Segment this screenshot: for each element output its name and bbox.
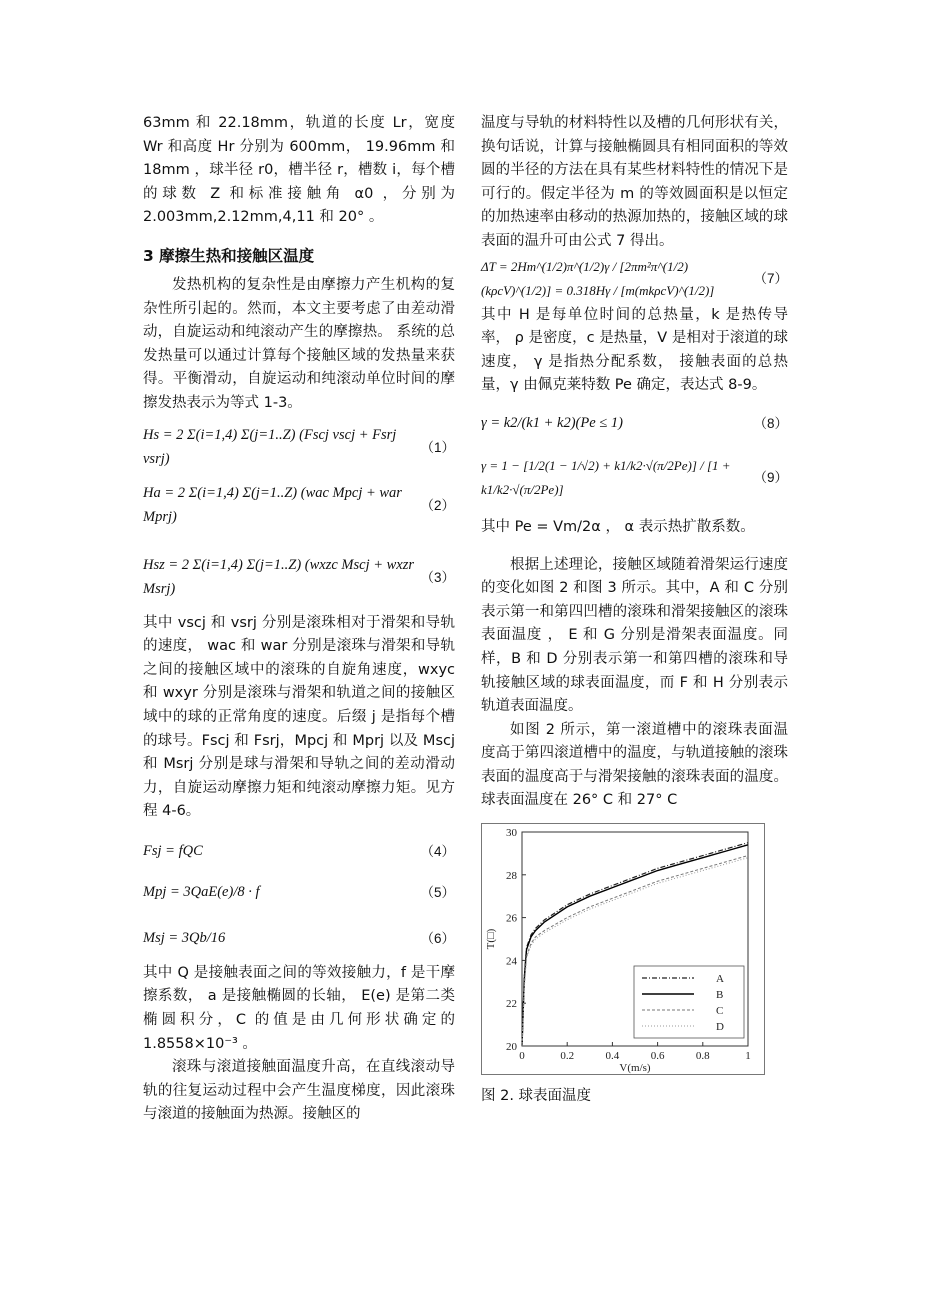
equation-9 (481, 452, 788, 504)
equation-8 (481, 404, 788, 444)
equation-7-body: ΔT = 2Hm^(1/2)π^(1/2)γ / [2πm²π^(1/2)(kρcV)^(1/2)] = 0.318Hγ / [m(mkρcV)^(1/2)] (481, 258, 715, 298)
paragraph-peclet: 其中 Pe = Vm/2α ， α 表示热扩散系数。 (481, 518, 755, 535)
equation-1 (143, 426, 455, 470)
legend-box (634, 966, 744, 1038)
paragraph-heat-variables: 其中 H 是每单位时间的总热量，k 是热传导率， ρ 是密度，c 是热量，V 是相对于滚道的球速度， γ 是指热分配系数， 接触表面的总热量，γ 由佩克莱特数 Pe 确定，表达式 8-9。 (481, 306, 788, 394)
section-heading: 3 摩擦生热和接触区温度 (143, 246, 315, 265)
y-tick-label: 24 (506, 955, 517, 968)
y-axis-label: T(□) (485, 928, 497, 950)
x-tick-label: 0.2 (560, 1050, 575, 1063)
equation-5-number: （5） (420, 885, 455, 901)
y-tick-label: 20 (506, 1041, 517, 1054)
paragraph-materials: 63mm 和 22.18mm，轨道的长度 Lr，宽度 Wr 和高度 Hr 分别为 600mm， 19.96mm 和 18mm ，球半径 r0，槽半径 r，槽数 i，每个槽的球数 Z 和标准接触角 α0 ，分别为 2.003mm,2.12mm,4,11 和 20° 。 (143, 115, 455, 226)
equation-9-body: γ = 1 − [1/2(1 − 1/√2) + k1/k2·√(π/2Pe)] / [1 + k1/k2·√(π/2Pe)] (481, 458, 731, 497)
right-column (481, 112, 788, 1109)
x-tick-label: 1 (745, 1050, 751, 1063)
paragraph-temperature-rise: 滚珠与滚道接触面温度升高，在直线滚动导轨的往复运动过程中会产生温度梯度，因此滚珠与滚道的接触面为热源。接触区的 (143, 1059, 455, 1123)
y-tick-label: 28 (506, 869, 517, 882)
equation-2-number: （2） (420, 497, 455, 513)
equation-9-number: （9） (753, 470, 788, 486)
left-column (143, 112, 455, 1127)
x-tick-label: 0.8 (695, 1050, 710, 1063)
x-tick-label: 0 (519, 1050, 525, 1063)
equation-2-body: Ha = 2 Σ(i=1,4) Σ(j=1..Z) (wac Mpcj + war Mprj) (143, 484, 402, 525)
equation-4 (143, 834, 455, 870)
equation-5-body: Mpj = 3QaE(e)/8 · f (143, 884, 260, 901)
equation-1-number: （1） (420, 439, 455, 455)
equation-7 (481, 254, 788, 304)
equation-8-body: γ = k2/(k1 + k2)(Pe ≤ 1) (481, 415, 623, 432)
paragraph-heat-mechanism: 发热机构的复杂性是由摩擦力产生机构的复杂性所引起的。然而，本文主要考虑了由差动滑动，自旋运动和纯滚动产生的摩擦热。 系统的总发热量可以通过计算每个接触区域的发热量来获得。平衡滑动，自旋运动和纯滚动单位时间的摩擦发热表示为等式 1-3。 (143, 276, 455, 411)
x-tick-label: 0.4 (605, 1050, 620, 1063)
equation-2 (143, 484, 455, 528)
y-tick-label: 26 (506, 912, 517, 925)
equation-6-number: （6） (420, 931, 455, 947)
y-tick-label: 30 (506, 827, 517, 840)
equation-7-number: （7） (753, 270, 788, 286)
x-tick-label: 0.6 (650, 1050, 665, 1063)
y-tick-label: 22 (506, 998, 517, 1011)
equation-1-body: Hs = 2 Σ(i=1,4) Σ(j=1..Z) (Fscj vscj + Fsrj vsrj) (143, 426, 397, 467)
paragraph-figure-2-discussion: 如图 2 所示，第一滚道槽中的滚珠表面温度高于第四滚道槽中的温度，与轨道接触的滚珠表面的温度高于与滑架接触的滚珠表面的温度。球表面温度在 26° C 和 27° C (481, 721, 788, 809)
legend-label-C: C (716, 1005, 724, 1018)
equation-6-body: Msj = 3Qb/16 (143, 930, 226, 947)
equation-3-number: （3） (420, 569, 455, 585)
legend-label-B: B (716, 989, 724, 1002)
figure-2-chart (481, 823, 765, 1075)
paragraph-equivalent-circle: 温度与导轨的材料特性以及槽的几何形状有关，换句话说，计算与接触椭圆具有相同面积的等效圆的半径的方法在具有某些材料特性的情况下是可行的。假定半径为 m 的等效圆面积是以恒定的加热速率由移动的热源加热的，接触区域的球表面的温升可由公式 7 得出。 (481, 115, 788, 249)
chart-svg (482, 824, 764, 1074)
paragraph-contact-force: 其中 Q 是接触表面之间的等效接触力，f 是干摩擦系数， a 是接触椭圆的长轴， E(e) 是第二类椭圆积分，C 的值是由几何形状确定的1.8558×10⁻³ 。 (143, 964, 455, 1052)
equation-8-number: （8） (753, 416, 788, 432)
equation-4-body: Fsj = fQC (143, 843, 203, 860)
paragraph-velocity-definitions: 其中 vscj 和 vsrj 分别是滚珠相对于滑架和导轨的速度， wac 和 war 分别是滚珠与滑架和导轨之间的接触区域中的滚珠的自旋角速度，wxyc 和 wxyr 分别是滚珠与滑架和轨道之间的接触区域中的球的正常角度的速度。后缀 j 是指每个槽的球号。Fscj 和 Fsrj，Mpcj 和 Mprj 以及 Mscj 和 Msrj 分别是球与滑架和导轨之间的差动滑动力，自旋运动摩擦力矩和纯滚动摩擦力矩。见方程 4-6。 (143, 614, 455, 820)
paragraph-figure-description: 根据上述理论，接触区域随着滑架运行速度的变化如图 2 和图 3 所示。其中，A 和 C 分别表示第一和第四凹槽的滚珠和滑架接触区的滚珠表面温度 ， E 和 G 分别是滑架表面温度。同样，B 和 D 分别表示第一和第四槽的滚珠和导轨接触区域的球表面温度，而 F 和 H 分别表示轨道表面温度。 (481, 556, 788, 715)
equation-5 (143, 870, 455, 916)
figure-2-caption: 图 2. 球表面温度 (481, 1088, 592, 1105)
equation-3-body: Hsz = 2 Σ(i=1,4) Σ(j=1..Z) (wxzc Mscj + wxzr Msrj) (143, 556, 415, 597)
equation-3 (143, 556, 455, 600)
legend-label-A: A (716, 973, 724, 986)
legend-label-D: D (716, 1021, 724, 1034)
x-axis-label: V(m/s) (619, 1062, 651, 1075)
equation-4-number: （4） (420, 844, 455, 860)
equation-6 (143, 916, 455, 962)
